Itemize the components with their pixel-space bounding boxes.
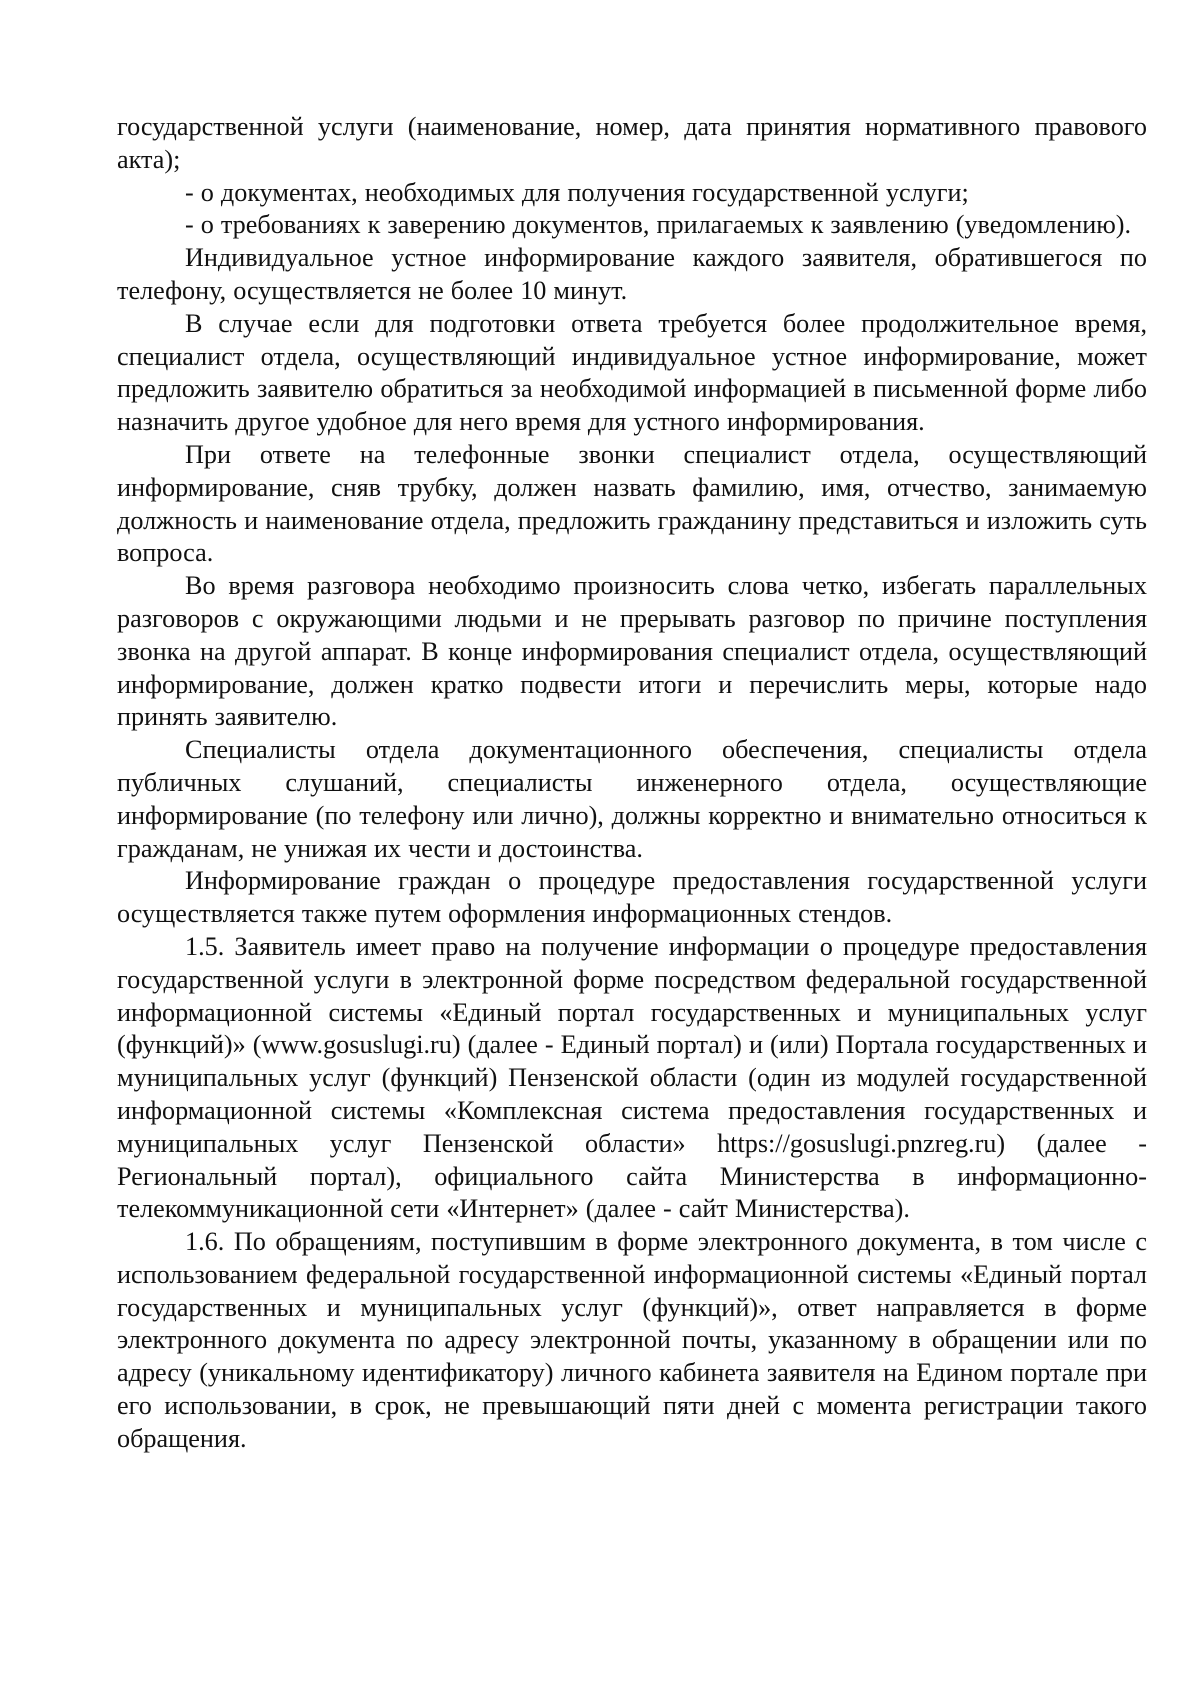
paragraph-conversation-rules: Во время разговора необходимо произносить слова четко, избегать параллельных разговоров с окружающими людьми и не прерывать разговор по причине поступления звонка на другой аппарат. В конце информирования специалист отдела, осуществляющий информирование, должен кратко подвести итоги и перечислить меры, которые надо принять заявителю.	[117, 571, 1147, 732]
paragraph-list-item-certification: - о требованиях к заверению документов, прилагаемых к заявлению (уведомлению).	[185, 210, 1132, 240]
paragraph-individual-informing: Индивидуальное устное информирование каждого заявителя, обратившегося по телефону, осуществляется не более 10 минут.	[117, 243, 1147, 305]
paragraph-continuation: государственной услуги (наименование, номер, дата принятия нормативного правового акта);	[117, 112, 1147, 174]
paragraph-phone-calls: При ответе на телефонные звонки специалист отдела, осуществляющий информирование, сняв трубку, должен назвать фамилию, имя, отчество, занимаемую должность и наименование отдела, предложить гражданину представиться и изложить суть вопроса.	[117, 439, 1147, 568]
paragraph-longer-answer: В случае если для подготовки ответа требуется более продолжительное время, специалист отдела, осуществляющий индивидуальное устное информирование, может предложить заявителю обратиться за необходимой информацией в письменной форме либо назначить другое удобное для него время для устного информирования.	[117, 308, 1147, 437]
paragraph-section-1-5: 1.5. Заявитель имеет право на получение информации о процедуре предоставления государственной услуги в электронной форме посредством федеральной государственной информационной системы «Единый портал государственных и муниципальных услуг (функций)» (www.gosuslugi.ru) (далее - Единый портал) и (или) Портала государственных и муниципальных услуг (функций) Пензенской области (один из модулей государственной информационной системы «Комплексная система предоставления государственных и муниципальных услуг Пензенской области» https://gosuslugi.pnzreg.ru) (далее - Региональный портал), официального сайта Министерства в информационно-телекоммуникационной сети «Интернет» (далее - сайт Министерства).	[117, 931, 1147, 1224]
paragraph-section-1-6: 1.6. По обращениям, поступившим в форме электронного документа, в том числе с использованием федеральной государственной информационной системы «Единый портал государственных и муниципальных услуг (функций)», ответ направляется в форме электронного документа по адресу электронной почты, указанному в обращении или по адресу (уникальному идентификатору) личного кабинета заявителя на Едином портале при его использовании, в срок, не превышающий пяти дней с момента регистрации такого обращения.	[117, 1227, 1147, 1453]
paragraph-list-item-documents: - о документах, необходимых для получения государственной услуги;	[185, 177, 969, 207]
paragraph-specialists-conduct: Специалисты отдела документационного обеспечения, специалисты отдела публичных слушаний, специалисты инженерного отдела, осуществляющие информирование (по телефону или лично), должны корректно и внимательно относиться к гражданам, не унижая их чести и достоинства.	[117, 735, 1147, 863]
paragraph-information-stands: Информирование граждан о процедуре предоставления государственной услуги осуществляется также путем оформления информационных стендов.	[117, 866, 1147, 929]
document-body	[117, 111, 1147, 1456]
